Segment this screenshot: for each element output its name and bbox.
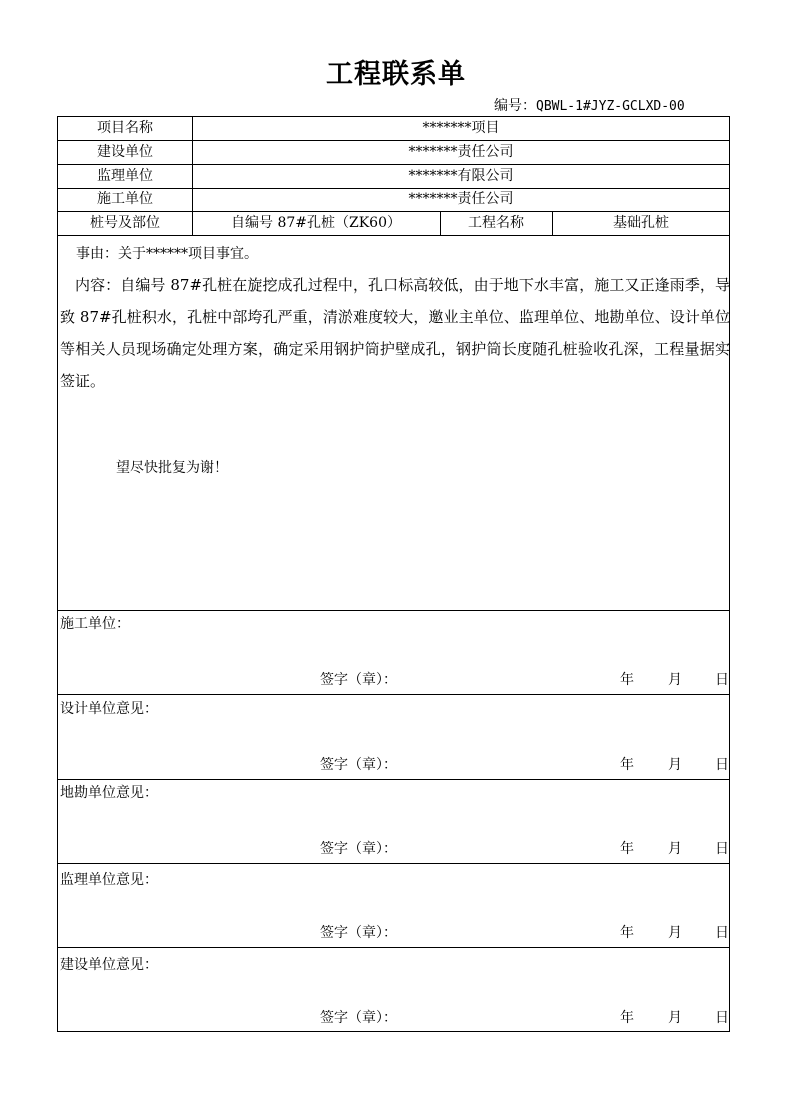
page-title: 工程联系单 <box>326 59 466 90</box>
contractor-unit-value: *******责任公司 <box>408 191 514 207</box>
contractor-unit-label: 施工单位 <box>97 191 153 207</box>
date-day: 日 <box>715 925 729 941</box>
survey-section-label: 地勘单位意见： <box>60 785 158 801</box>
section-divider <box>58 610 729 611</box>
date-year: 年 <box>620 672 634 688</box>
pile-location-label: 桩号及部位 <box>90 215 160 231</box>
content-paragraph <box>60 269 730 397</box>
date-month: 月 <box>668 925 682 941</box>
supervision-unit-label: 监理单位 <box>97 168 153 184</box>
work-name-value: 基础孔桩 <box>613 215 669 231</box>
date-year: 年 <box>620 841 634 857</box>
signature-label: 签字（章）： <box>320 841 397 857</box>
content-text: 内容：自编号 87#孔桩在旋挖成孔过程中，孔口标高较低，由于地下水丰富，施工又正逢雨季，导致 87#孔桩积水，孔桩中部垮孔严重，清淤难度较大，邀业主单位、监理单位、地勘单位、设计单位等相关人员现场确定处理方案，确定采用钢护筒护壁成孔，钢护筒长度随孔桩验收孔深，工程量据实签证。 <box>60 276 730 390</box>
date-day: 日 <box>715 672 729 688</box>
project-name-label: 项目名称 <box>97 120 153 136</box>
work-name-label: 工程名称 <box>468 215 524 231</box>
pile-location-value: 自编号 87#孔桩（ZK60） <box>231 215 401 231</box>
signature-label: 签字（章）： <box>320 1010 397 1026</box>
section-divider <box>58 779 729 780</box>
date-month: 月 <box>668 757 682 773</box>
date-year: 年 <box>620 925 634 941</box>
document-number-label: 编号： <box>494 98 536 114</box>
document-number-value: QBWL-1#JYZ-GCLXD-00 <box>536 99 685 114</box>
design-section-label: 设计单位意见： <box>60 701 158 717</box>
construction-unit-owner-label: 建设单位 <box>97 144 153 160</box>
date-month: 月 <box>668 672 682 688</box>
contractor-section-label: 施工单位： <box>60 616 130 632</box>
contact-form-table <box>57 116 730 1032</box>
date-month: 月 <box>668 841 682 857</box>
owner-section-label: 建设单位意见： <box>60 957 158 973</box>
project-name-value: *******项目 <box>422 120 500 136</box>
supervision-section-label: 监理单位意见： <box>60 872 158 888</box>
row-divider <box>58 235 729 236</box>
date-day: 日 <box>715 757 729 773</box>
date-day: 日 <box>715 841 729 857</box>
document-number <box>494 95 685 115</box>
date-day: 日 <box>715 1010 729 1026</box>
subject-line: 事由：关于******项目事宜。 <box>76 246 258 262</box>
date-month: 月 <box>668 1010 682 1026</box>
signature-label: 签字（章）： <box>320 757 397 773</box>
signature-label: 签字（章）： <box>320 672 397 688</box>
signature-label: 签字（章）： <box>320 925 397 941</box>
date-year: 年 <box>620 757 634 773</box>
section-divider <box>58 863 729 864</box>
closing-remark: 望尽快批复为谢！ <box>116 460 228 476</box>
section-divider <box>58 694 729 695</box>
section-divider <box>58 947 729 948</box>
supervision-unit-value: *******有限公司 <box>408 168 514 184</box>
date-year: 年 <box>620 1010 634 1026</box>
construction-unit-owner-value: *******责任公司 <box>408 144 514 160</box>
